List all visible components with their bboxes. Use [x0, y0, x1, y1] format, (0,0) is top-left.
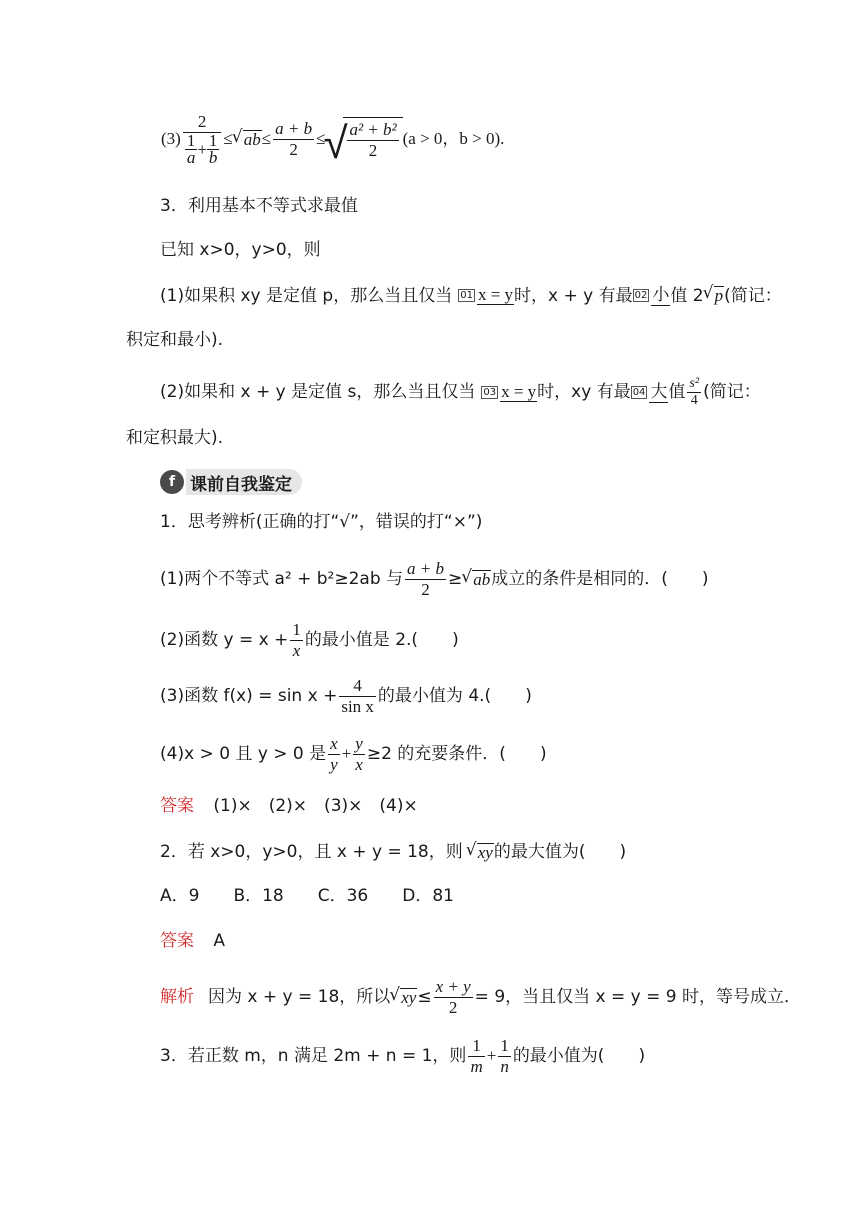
item-1-continued: 积定和最小).: [126, 330, 224, 350]
item-2: (2)如果和 x + y 是定值 s，那么当且仅当 03 x = y 时，xy 有最 04 大 值 $\frac{\text{s²}}{4}$ (简记：: [160, 375, 761, 408]
blank-3: x = y: [501, 381, 537, 401]
sqrt-ab: √ ab: [243, 130, 262, 149]
q1-title: 1．思考辨析(正确的打“√”，错误的打“×”): [160, 512, 483, 532]
q3-question: 3．若正数 m，n 满足 2m + n = 1，则 $\frac{1}{m}$ + $\frac{1}{n}$ 的最小值为( ): [160, 1035, 646, 1076]
given-text: 已知 x>0，y>0，则: [160, 240, 321, 260]
q2-analysis: 解析 因为 x + y = 18，所以 √ xy ≤ $\frac{x + y}{2}$ = 9，当且仅当 x = y = 9 时，等号成立．: [160, 974, 801, 1020]
section-header-title: 课前自我鉴定: [186, 469, 302, 495]
q1-statement-2: (2)函数 y = x + $\frac{1}{x}$ 的最小值是 2.( ): [160, 619, 459, 660]
quadratic-mean-sqrt: √ $\frac{\text{a² + b²}}{2}$: [343, 117, 402, 161]
q2-answer: 答案 A: [160, 931, 226, 951]
harmonic-mean-fraction: 2 $\frac{1}{a}$ + $\frac{1}{b}$: [183, 112, 222, 166]
s-squared-over-4: $\frac{\text{s²}}{4}$: [689, 375, 700, 408]
blank-4: 大: [650, 381, 668, 402]
formula-3: (3) 2 $\frac{1}{a}$ + $\frac{1}{b}$ ≤ √ ab ≤ $\frac{a + b}{2}$ ≤ √ $\frac{\text{a² + b²}}{2}$ (a > 0，b > 0).: [161, 104, 504, 174]
q1-answer: 答案 (1)× (2)× (3)× (4)×: [160, 796, 418, 816]
analysis-label: 解析: [160, 987, 194, 1007]
section-3-title: 3．利用基本不等式求最值: [160, 196, 358, 216]
item-1: (1)如果积 xy 是定值 p，那么当且仅当 01 x = y 时，x + y 有最 02 小 值 2 √ p (简记：: [160, 285, 782, 306]
sqrt-p: √ p: [714, 286, 725, 305]
answer-label: 答案: [160, 796, 194, 816]
blank-2: 小: [652, 285, 670, 305]
q2-question: 2．若 x>0，y>0，且 x + y = 18，则 √ xy 的最大值为( ): [160, 842, 626, 862]
formula-3-label: (3): [161, 129, 181, 148]
answer-label: 答案: [160, 931, 194, 951]
q1-statement-4: (4)x > 0 且 y > 0 是 $\frac{x}{y}$ + $\frac{y}{x}$ ≥2 的充要条件．( ): [160, 733, 547, 774]
blank-1: x = y: [477, 285, 514, 304]
arith-mean-fraction: $\frac{a + b}{2}$: [275, 118, 313, 159]
q2-options: A．9 B．18 C．36 D．81: [160, 886, 454, 906]
formula-3-condition: (a > 0，b > 0).: [402, 129, 505, 148]
section-header: [160, 467, 302, 497]
section-badge-icon: f: [160, 470, 184, 494]
q1-statement-3: (3)函数 f(x) = sin x + $\frac{4}{\text{sin x}}$ 的最小值为 4.( ): [160, 675, 532, 716]
q1-statement-1: (1)两个不等式 a² + b²≥2ab 与 $\frac{a + b}{2}$ ≥ √ ab 成立的条件是相同的．( ): [160, 557, 709, 601]
item-2-continued: 和定积最大).: [126, 428, 224, 448]
